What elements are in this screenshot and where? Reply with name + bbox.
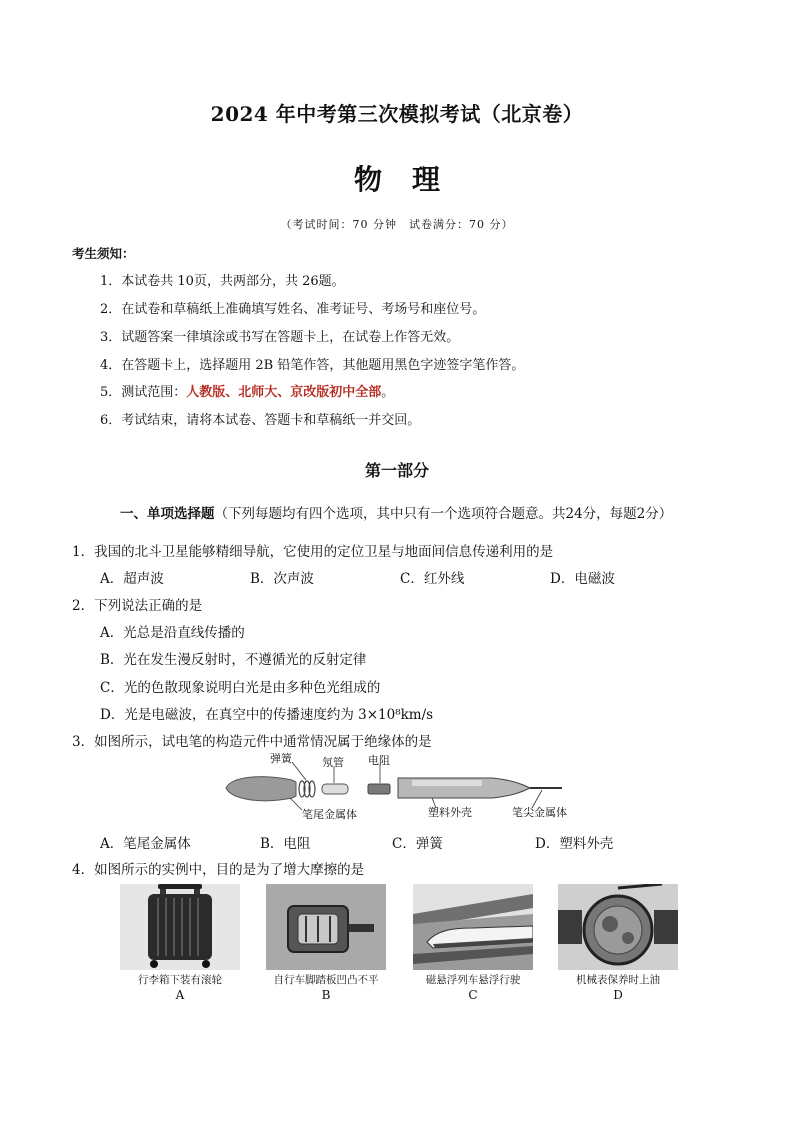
question-4-stem: 4．如图所示的实例中，目的是为了增大摩擦的是 [72,862,365,878]
notice-item-5-suffix: 。 [381,385,395,400]
notice-item: 1．本试卷共 10页，共两部分，共 26题。 [100,274,345,289]
image-c-caption: 磁悬浮列车悬浮行驶 [425,974,521,986]
notice-item: 2．在试卷和草稿纸上准确填写姓名、准考证号、考场号和座位号。 [100,302,486,317]
notice-item: 4．在答题卡上，选择题用 2B 铅笔作答，其他题用黑色字迹签字笔作答。 [100,358,525,373]
question-3-option: C．弹簧 [392,836,443,852]
bike-pedal-icon [266,884,386,970]
image-c-letter: C [468,988,478,1002]
figure-label-tail-metal: 笔尾金属体 [302,808,357,821]
image-d-letter: D [613,988,623,1002]
part-title: 第一部分 [364,461,429,480]
section-label: 一、单项选择题 [120,506,215,522]
figure-label-resistor: 电阻 [368,754,390,767]
question-1-option: B．次声波 [250,571,314,587]
image-a-letter: A [175,988,185,1002]
notice-item: 6．考试结束，请将本试卷、答题卡和草稿纸一并交回。 [100,413,421,428]
image-d-caption: 机械表保养时上油 [576,974,660,986]
test-pen-figure [222,752,572,824]
subject-title: 物理 [353,163,470,196]
figure-label-plastic-shell: 塑料外壳 [428,806,472,819]
question-2-option: A．光总是沿直线传播的 [100,625,245,641]
watch-icon [558,884,678,970]
question-1-option: C．红外线 [400,571,465,587]
suitcase-icon [120,884,240,970]
question-2-stem: 2．下列说法正确的是 [72,598,203,614]
notice-item-5 [100,381,394,400]
image-b-caption: 自行车脚踏板凹凸不平 [273,974,379,986]
section-desc: （下列每题均有四个选项，其中只有一个选项符合题意。共24分，每题2分） [214,506,673,522]
question-1-option: D．电磁波 [550,571,615,587]
question-2-option: D．光是电磁波，在真空中的传播速度约为 3×10⁸km/s [100,707,434,723]
question-3-option: A．笔尾金属体 [100,836,191,852]
section-heading [120,502,672,522]
notice-item-5-prefix: 5．测试范围： [100,385,187,400]
figure-label-neon-tube: 氖管 [322,756,344,769]
exam-info: （考试时间：70 分钟 试卷满分：70 分） [280,218,514,231]
figure-label-spring: 弹簧 [270,752,292,765]
exam-title: 2024 年中考第三次模拟考试（北京卷） [210,102,584,126]
notice-item: 3．试题答案一律填涂或书写在答题卡上，在试卷上作答无效。 [100,330,460,345]
question-3-stem: 3．如图所示，试电笔的构造元件中通常情况属于绝缘体的是 [72,734,432,750]
notice-heading: 考生须知： [72,246,135,261]
question-2-option: B．光在发生漫反射时，不遵循光的反射定律 [100,652,367,668]
question-1-stem: 1．我国的北斗卫星能够精细导航，它使用的定位卫星与地面间信息传递利用的是 [72,544,554,560]
question-2-option: C．光的色散现象说明白光是由多种色光组成的 [100,680,381,696]
maglev-train-icon [413,884,533,970]
figure-label-tip-metal: 笔尖金属体 [512,806,567,819]
question-1-option: A．超声波 [100,571,164,587]
test-scope-highlight: 人教版、北师大、京改版初中全部 [186,385,382,400]
question-3-option: B．电阻 [260,836,311,852]
image-b-letter: B [321,988,331,1002]
image-a-caption: 行李箱下装有滚轮 [138,974,222,986]
question-3-option: D．塑料外壳 [535,836,614,852]
